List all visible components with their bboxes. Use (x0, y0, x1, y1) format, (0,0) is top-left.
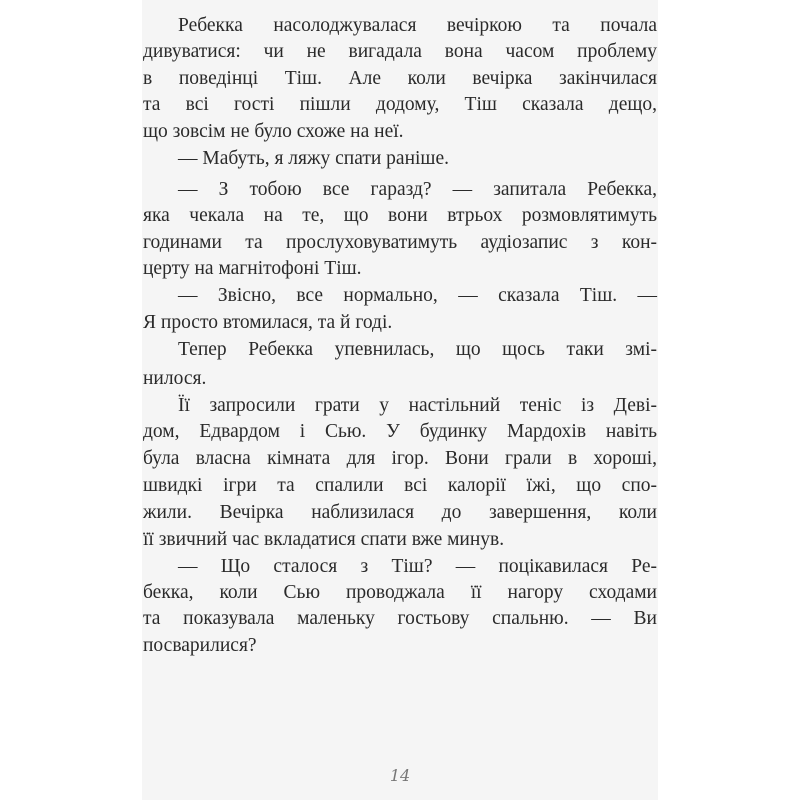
text-line: швидкі ігри та спалили всі калорії їжі, що спо- (143, 475, 657, 496)
text-line: Я просто втомилася, та й годі. (143, 312, 393, 333)
text-line: — Звісно, все нормально, — сказала Тіш. — (178, 285, 657, 306)
text-line: годинами та прослуховуватимуть аудіозапис з кон- (143, 232, 657, 253)
text-line: Її запросили грати у настільний теніс із Деві- (178, 395, 657, 416)
text-line: в поведінці Тіш. Але коли вечірка закінчилася (143, 68, 657, 89)
text-line: Тепер Ребекка упевнилась, що щось таки змі- (178, 339, 657, 360)
text-line: церту на магнітофоні Тіш. (143, 258, 362, 279)
text-line: бекка, коли Сью проводжала її нагору сходами (143, 582, 657, 603)
text-line: нилося. (143, 368, 207, 389)
text-line: — З тобою все гаразд? — запитала Ребекка, (178, 179, 657, 200)
text-line: що зовсім не було схоже на неї. (143, 121, 404, 142)
text-line: жили. Вечірка наблизилася до завершення, коли (143, 502, 657, 523)
text-line: Ребекка насолоджувалася вечіркою та почала (178, 15, 657, 36)
text-line: дивуватися: чи не вигадала вона часом проблему (143, 41, 657, 62)
text-line: була власна кімната для ігор. Вони грали в хороші, (143, 448, 657, 469)
text-line: дом, Едвардом і Сью. У будинку Мардохів навіть (143, 421, 657, 442)
text-line: та показувала маленьку гостьову спальню. — Ви (143, 608, 657, 629)
book-page (142, 0, 658, 800)
text-line: — Що сталося з Тіш? — поцікавилася Ре- (178, 556, 657, 577)
text-line: її звичний час вкладатися спати вже минув. (143, 529, 505, 550)
text-line: яка чекала на те, що вони втрьох розмовлятимуть (143, 205, 657, 226)
page-number: 14 (389, 766, 411, 785)
text-line: — Мабуть, я ляжу спати раніше. (178, 148, 449, 169)
text-line: та всі гості пішли додому, Тіш сказала дещо, (143, 94, 657, 115)
text-line: посварилися? (143, 635, 257, 656)
